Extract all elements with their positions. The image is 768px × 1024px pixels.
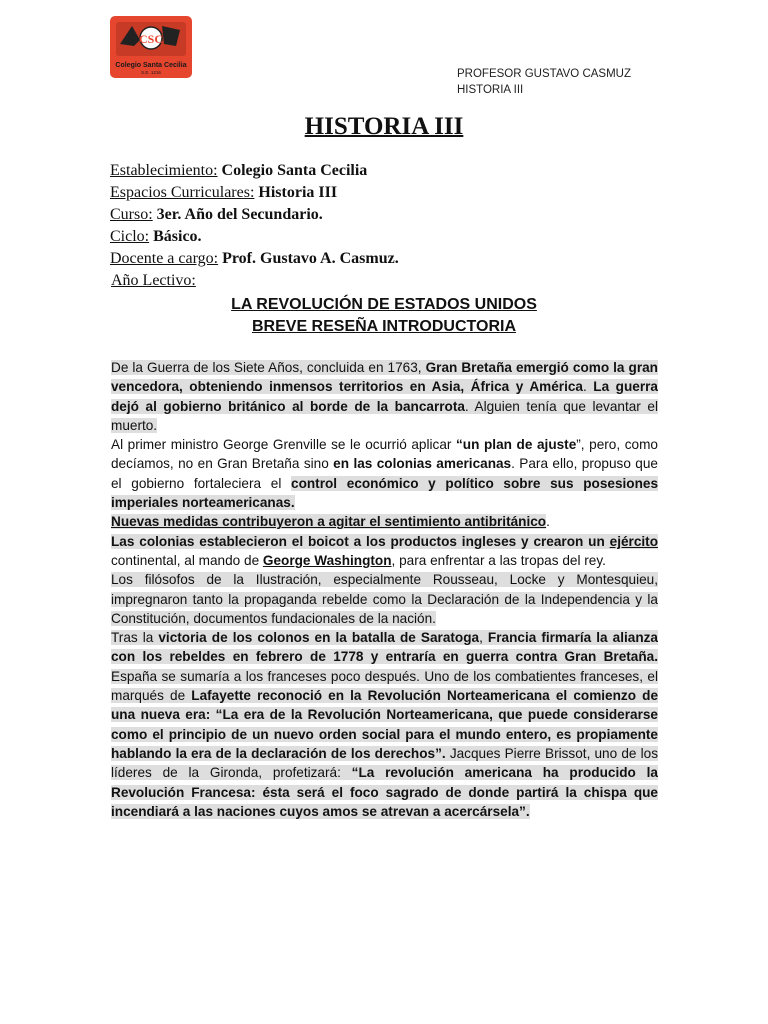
info-row-ano bbox=[110, 270, 399, 292]
text-run: Los filósofos de la Ilustración, especialmente Rousseau, Locke y Montesquieu, impregnaron tanto la propaganda rebelde como la Declaración de la Independencia y la Constitución, documentos fundacionales de la nación. bbox=[111, 572, 658, 626]
text-run: Tras la bbox=[111, 630, 159, 646]
info-value: Básico. bbox=[153, 228, 202, 245]
info-value: Historia III bbox=[258, 184, 338, 201]
school-crest-icon bbox=[110, 16, 192, 78]
info-row-espacios bbox=[110, 182, 399, 204]
info-row-docente bbox=[110, 248, 399, 270]
info-row-establecimiento bbox=[110, 160, 399, 182]
article-body bbox=[111, 358, 658, 821]
text-run: España se sumaría a los franceses poco después. Uno de los combatientes franceses, el marqués de bbox=[111, 668, 658, 704]
paragraph-3 bbox=[111, 512, 658, 531]
info-row-curso bbox=[110, 204, 399, 226]
text-run: Al primer ministro George Grenville se le ocurrió aplicar bbox=[111, 437, 456, 453]
logo-school-name: Colegio Santa Cecilia bbox=[115, 62, 187, 69]
page-title-block bbox=[0, 113, 768, 141]
bold-run: Lafayette reconoció en la Revolución Norteamericana el comienzo de una nueva era: “La era de la Revolución Norteamericana, que puede considerarse como el principio de un nuevo orden social para el mundo entero, es propiamente hablando la era de la declaración de los derechos”. bbox=[111, 688, 659, 761]
bold-run: Gran Bretaña emergió como la gran vencedora, obteniendo inmensos territorios en Asia, África y América bbox=[111, 360, 658, 395]
bold-run: en las colonias americanas bbox=[333, 456, 512, 472]
header-teacher: PROFESOR GUSTAVO CASMUZ bbox=[457, 68, 632, 80]
logo-initials: CSC bbox=[138, 32, 164, 46]
info-label: Espacios Curriculares: bbox=[110, 184, 255, 201]
section-heading-line2: BREVE RESEÑA INTRODUCTORIA bbox=[251, 318, 517, 335]
logo-sub: S.E. 1216 bbox=[141, 70, 161, 75]
paragraph-6 bbox=[111, 628, 658, 821]
header-subject: HISTORIA III bbox=[457, 84, 524, 96]
info-row-ciclo bbox=[110, 226, 399, 248]
info-label: Año Lectivo: bbox=[111, 272, 196, 289]
bold-run: control económico y político sobre sus posesiones imperiales norteamericanas. bbox=[111, 475, 659, 511]
info-value: 3er. Año del Secundario. bbox=[156, 206, 323, 223]
bold-run: Las colonias establecieron el boicot a los productos ingleses y crearon un bbox=[111, 533, 610, 549]
text-run: Jacques Pierre Brissot, uno de los líderes de la Gironda, profetizará: bbox=[111, 745, 658, 781]
section-heading-line1: LA REVOLUCIÓN DE ESTADOS UNIDOS bbox=[231, 296, 537, 313]
text-run: , para enfrentar a las tropas del rey. bbox=[391, 552, 606, 568]
bold-run: victoria de los colonos en la batalla de Saratoga bbox=[158, 630, 480, 646]
text-run: De la Guerra de los Siete Años, concluida en 1763, bbox=[111, 360, 426, 375]
bold-run: George Washington bbox=[262, 552, 392, 568]
header-info bbox=[457, 66, 631, 98]
text-run: . Alguien tenía que levantar el muerto. bbox=[111, 398, 658, 433]
info-label: Establecimiento: bbox=[110, 162, 218, 179]
text-run: . Para ello, propuso que el gobierno fortaleciera el bbox=[111, 456, 658, 491]
bold-run: “La revolución americana ha producido la Revolución Francesa: ésta será el foco sagrado de donde partirá la chispa que incendiará a las naciones cuyos amos se atrevan a acercársela”. bbox=[111, 765, 658, 819]
paragraph-1 bbox=[111, 358, 658, 435]
text-run: . bbox=[582, 379, 594, 395]
text-run: . bbox=[546, 514, 550, 530]
paragraph-4 bbox=[111, 532, 658, 571]
bold-run: “un plan de ajuste bbox=[456, 437, 577, 453]
course-info bbox=[110, 160, 399, 292]
info-label: Docente a cargo: bbox=[110, 250, 219, 267]
page-title: HISTORIA III bbox=[304, 113, 464, 140]
info-label: Ciclo: bbox=[110, 228, 150, 245]
bold-run: ejército bbox=[609, 533, 658, 549]
paragraph-5 bbox=[111, 570, 658, 628]
info-label: Curso: bbox=[110, 206, 153, 223]
paragraph-2 bbox=[111, 435, 658, 512]
bold-run: Francia firmaría la alianza con los rebeldes en febrero de 1778 y entraría en guerra contra Gran Bretaña. bbox=[111, 630, 658, 665]
info-value: Prof. Gustavo A. Casmuz. bbox=[222, 250, 399, 267]
school-logo bbox=[110, 16, 192, 78]
info-value: Colegio Santa Cecilia bbox=[221, 162, 368, 179]
text-run: , bbox=[479, 630, 488, 646]
bold-run: Nuevas medidas contribuyeron a agitar el sentimiento antibritánico bbox=[111, 514, 547, 530]
bold-run: La guerra dejó al gobierno británico al borde de la bancarrota bbox=[111, 379, 658, 414]
section-heading bbox=[0, 294, 768, 338]
text-run: continental, al mando de bbox=[111, 552, 263, 568]
text-run: ”, pero, como decíamos, no en Gran Bretaña sino bbox=[111, 437, 658, 472]
